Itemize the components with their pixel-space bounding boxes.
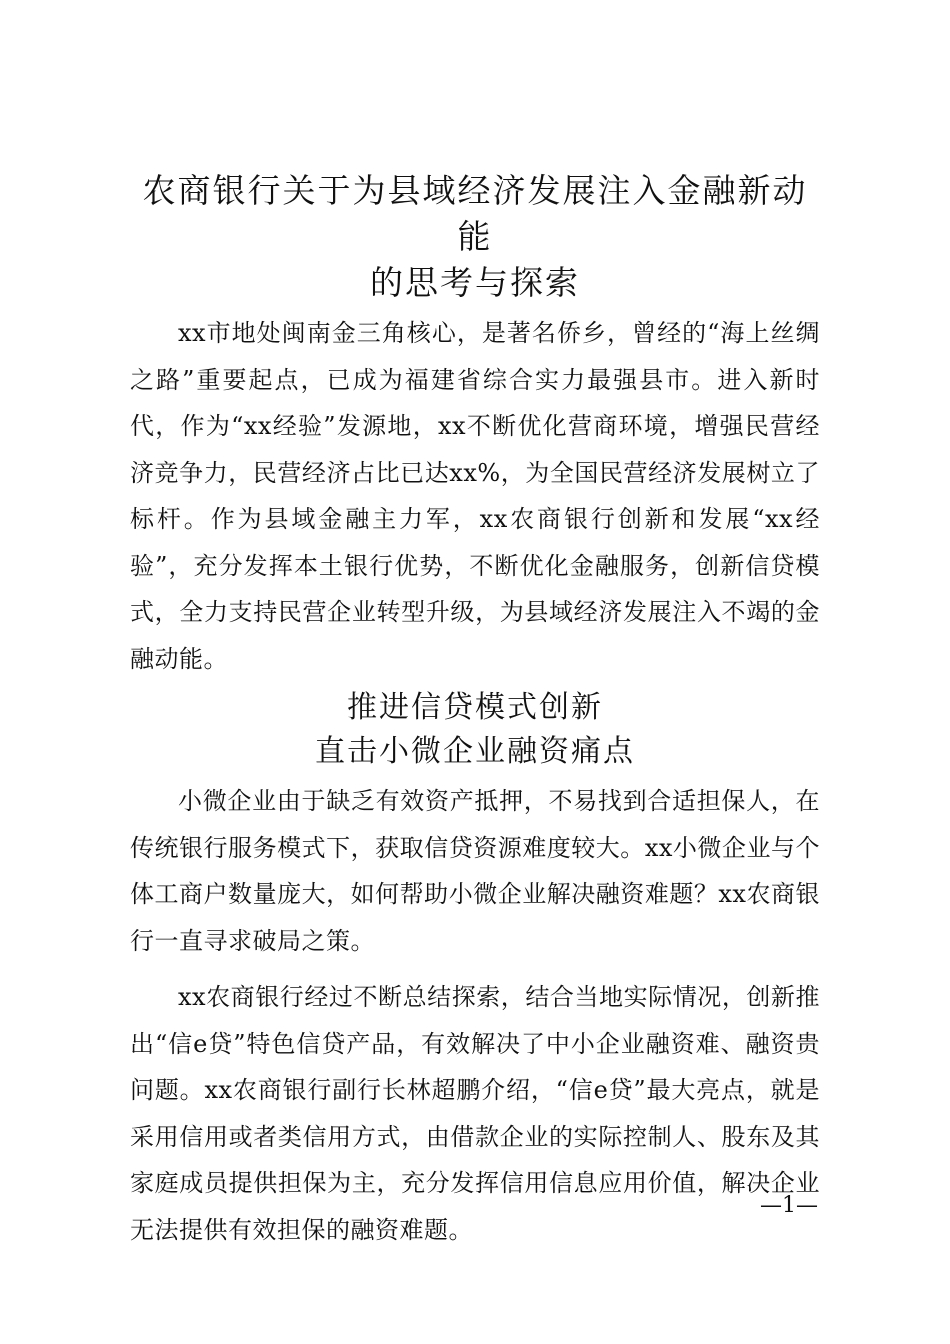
section-heading-line-1: 推进信贷模式创新: [347, 690, 603, 725]
body-paragraph-2: xx农商银行经过不断总结探索，结合当地实际情况，创新推出“信e贷”特色信贷产品，有效解决了中小企业融资难、融资贵问题。xx农商银行副行长林超鹏介绍，“信e贷”最大亮点，就是采用信用或者类信用方式，由借款企业的实际控制人、股东及其家庭成员提供担保为主，充分发挥信用信息应用价值，解决企业无法提供有效担保的融资难题。: [130, 983, 820, 1244]
document-page: [130, 168, 820, 1253]
section-heading-line-2: 直击小微企业融资痛点: [315, 734, 635, 769]
section-heading: [130, 686, 820, 774]
document-title: [130, 168, 820, 306]
title-line-1: 农商银行关于为县域经济发展注入金融新动能: [142, 171, 808, 256]
body-paragraph-1: 小微企业由于缺乏有效资产抵押，不易找到合适担保人，在传统银行服务模式下，获取信贷资源难度较大。xx小微企业与个体工商户数量庞大，如何帮助小微企业解决融资难题？xx农商银行一直寻求破局之策。: [130, 787, 820, 955]
title-line-2: 的思考与探索: [370, 263, 580, 302]
page-number: —1—: [760, 1193, 818, 1218]
intro-paragraph: xx市地处闽南金三角核心，是著名侨乡，曾经的“海上丝绸之路”重要起点，已成为福建省综合实力最强县市。进入新时代，作为“xx经验”发源地，xx不断优化营商环境，增强民营经济竞争力，民营经济占比已达xx%，为全国民营经济发展树立了标杆。作为县域金融主力军，xx农商银行创新和发展“xx经验”，充分发挥本土银行优势，不断优化金融服务，创新信贷模式，全力支持民营企业转型升级，为县域经济发展注入不竭的金融动能。: [130, 319, 820, 673]
